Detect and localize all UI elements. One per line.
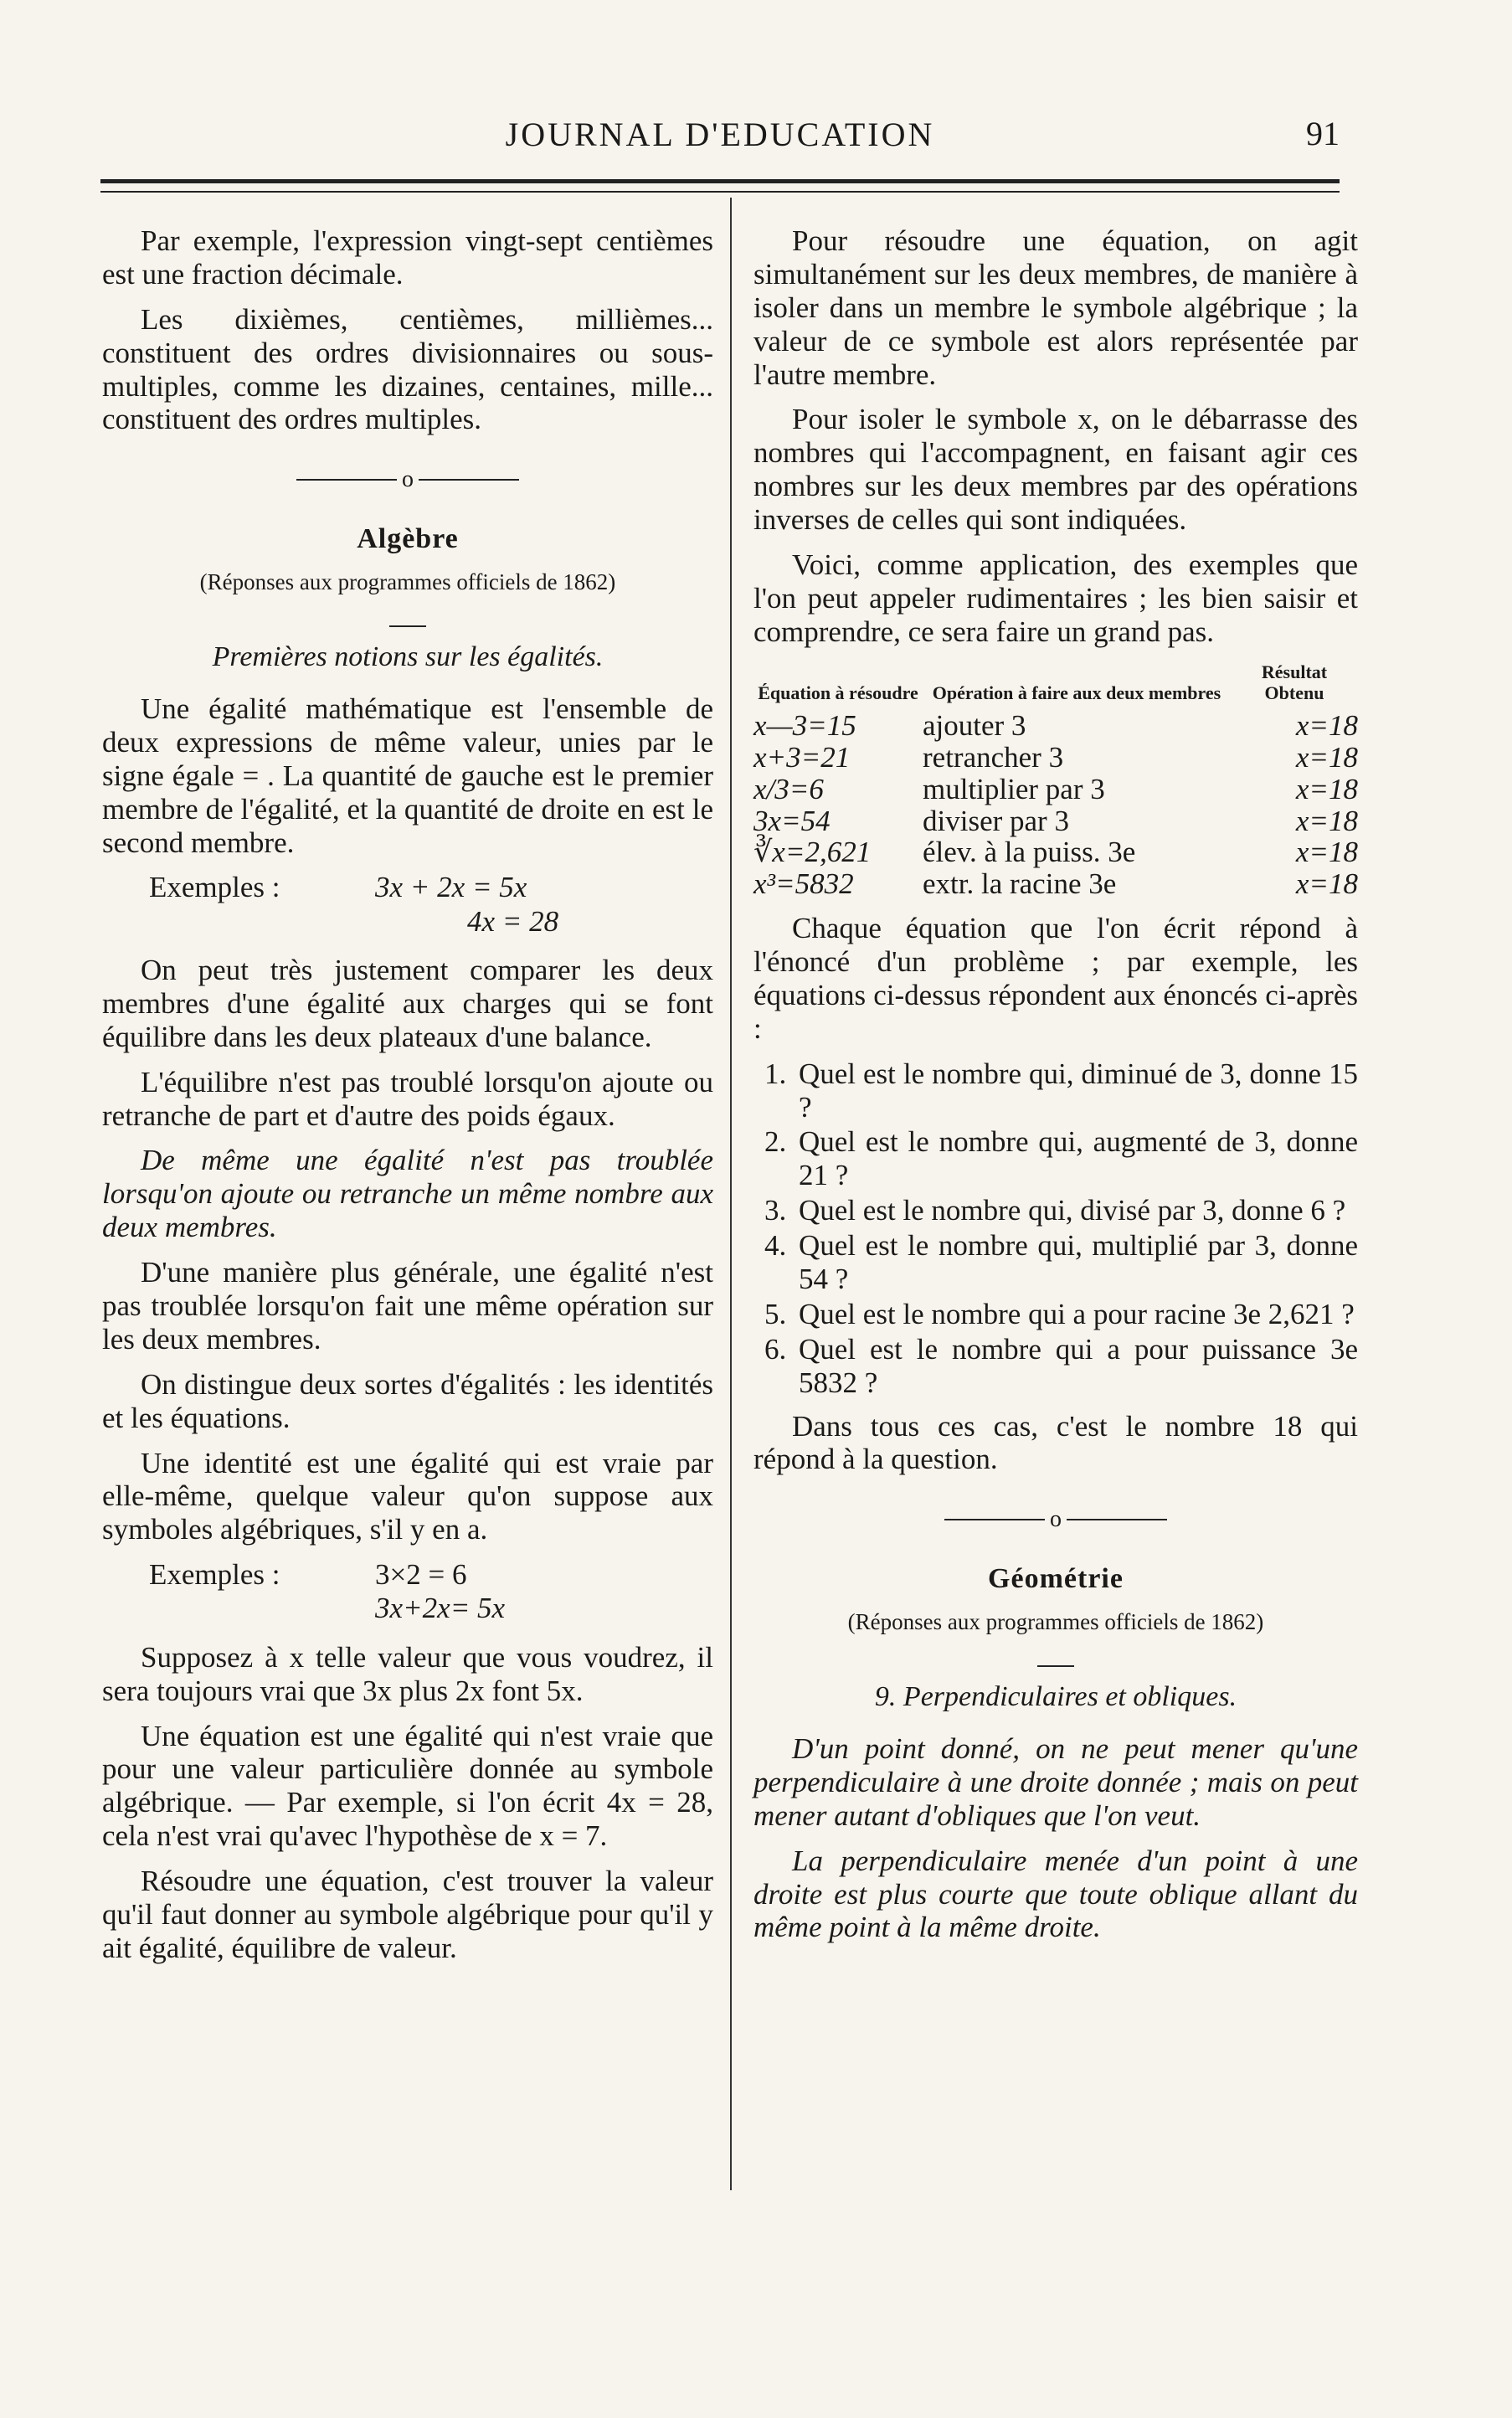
- list-item: 5. Quel est le nombre qui a pour racine 3e 2,621 ?: [794, 1298, 1358, 1331]
- paragraph: D'une manière plus générale, une égalité n'est pas troublée lorsqu'on fait une même opération sur les deux membres.: [102, 1256, 713, 1356]
- section-separator: [102, 465, 713, 493]
- table-cell: x/3=6: [753, 772, 824, 805]
- table-cell: multiplier par 3: [923, 772, 1105, 805]
- table-cell: x=18: [1295, 804, 1358, 837]
- subsection-title: Premières notions sur les égalités.: [212, 641, 604, 673]
- paragraph-italic: D'un point donné, on ne peut mener qu'une perpendiculaire à une droite donnée ; mais on peut mener autant d'obliques que l'on veut.: [753, 1732, 1358, 1832]
- section-title-algebre: Algèbre: [357, 522, 459, 554]
- list-item: 4. Quel est le nombre qui, multiplié par 3, donne 54 ?: [794, 1229, 1358, 1296]
- right-column: [753, 224, 1358, 1956]
- section-subtitle: (Réponses aux programmes officiels de 1862): [847, 1608, 1264, 1634]
- table-cell: diviser par 3: [923, 804, 1069, 837]
- paragraph: Une identité est une égalité qui est vraie par elle-même, quelque valeur qu'on suppose aux symboles algébriques, s'il y en a.: [102, 1446, 713, 1546]
- example-label: Exemples :: [149, 1558, 280, 1592]
- header-rule-thick: [100, 179, 1340, 183]
- short-rule: [753, 1641, 1358, 1675]
- paragraph: Voici, comme application, des exemples que l'on peut appeler rudimentaires ; les bien saisir et comprendre, ce sera faire un grand pas.: [753, 548, 1358, 648]
- paragraph-italic: De même une égalité n'est pas troublée lorsqu'on ajoute ou retranche un même nombre aux deux membres.: [102, 1144, 713, 1244]
- section-separator: [753, 1505, 1358, 1533]
- table-cell: x=18: [1295, 836, 1358, 869]
- section-title-geometrie: Géométrie: [988, 1562, 1124, 1594]
- paragraph: Pour résoudre une équation, on agit simultanément sur les deux membres, de manière à isoler dans un membre le symbole algébrique ; la valeur de ce symbole est alors représentée par l'autre membre.: [753, 224, 1358, 391]
- list-item: 2. Quel est le nombre qui, augmenté de 3, donne 21 ?: [794, 1125, 1358, 1192]
- example-label: Exemples :: [149, 871, 280, 904]
- table-cell: 3x=54: [753, 804, 831, 837]
- paragraph: Une équation est une égalité qui n'est vraie que pour une valeur particulière donnée au symbole algébrique. — Par exemple, si l'on écrit 4x = 28, cela n'est vrai qu'avec l'hypothèse de x = 7.: [102, 1719, 713, 1853]
- list-item: 3. Quel est le nombre qui, divisé par 3, donne 6 ?: [794, 1194, 1358, 1227]
- table-cell: ∛x=2,621: [753, 836, 872, 869]
- example-block: [149, 1558, 713, 1626]
- table-row: [753, 742, 1358, 774]
- table-cell: x+3=21: [753, 741, 851, 774]
- paragraph: Supposez à x telle valeur que vous voudrez, il sera toujours vrai que 3x plus 2x font 5x.: [102, 1640, 713, 1707]
- paragraph: Les dixièmes, centièmes, millièmes... constituent des ordres divisionnaires ou sous-multiples, comme les dizaines, centaines, mille... constituent des ordres multiples.: [102, 302, 713, 436]
- left-column: [102, 224, 713, 1977]
- paragraph: L'équilibre n'est pas troublé lorsqu'on ajoute ou retranche de part et d'autre des poids égaux.: [102, 1065, 713, 1132]
- table-header: Équation à résoudre: [758, 682, 918, 703]
- table-cell: élev. à la puiss. 3e: [923, 836, 1136, 869]
- column-divider: [730, 198, 732, 2190]
- paragraph: Dans tous ces cas, c'est le nombre 18 qui répond à la question.: [753, 1409, 1358, 1476]
- separator-mark: o: [402, 466, 414, 492]
- table-header: Opération à faire aux deux membres: [932, 682, 1221, 703]
- table-cell: x³=5832: [753, 867, 854, 901]
- paragraph: Chaque équation que l'on écrit répond à l'énoncé d'un problème ; par exemple, les équations ci-dessus répondent aux énoncés ci-après :: [753, 912, 1358, 1045]
- table-cell: x—3=15: [753, 709, 856, 743]
- subsection-title: 9. Perpendiculaires et obliques.: [874, 1681, 1237, 1713]
- example-block: [149, 871, 713, 939]
- equation: 3x + 2x = 5x: [375, 871, 527, 904]
- paragraph: On distingue deux sortes d'égalités : les identités et les équations.: [102, 1367, 713, 1434]
- paragraph: Résoudre une équation, c'est trouver la valeur qu'il faut donner au symbole algébrique pour qu'il y ait égalité, équilibre de valeur.: [102, 1865, 713, 1964]
- short-rule: [102, 601, 713, 635]
- table-cell: x=18: [1295, 772, 1358, 805]
- table-row: [753, 836, 1358, 868]
- separator-mark: o: [1050, 1505, 1062, 1532]
- page-number: 91: [1306, 115, 1340, 152]
- paragraph: Une égalité mathématique est l'ensemble de deux expressions de même valeur, unies par le signe égale = . La quantité de gauche est le premier membre de l'égalité, et la quantité de droite en est le second membre.: [102, 692, 713, 859]
- table-cell: x=18: [1295, 741, 1358, 774]
- table-cell: x=18: [1295, 867, 1358, 901]
- table-header: Résultat Obtenu: [1261, 661, 1328, 703]
- table-row: [753, 868, 1358, 900]
- journal-title: JOURNAL D'EDUCATION: [505, 115, 935, 153]
- paragraph: Par exemple, l'expression vingt-sept centièmes est une fraction décimale.: [102, 224, 713, 291]
- equation: 3x+2x= 5x: [375, 1592, 506, 1625]
- equation-table: [753, 661, 1358, 900]
- list-item: 1. Quel est le nombre qui, diminué de 3, donne 15 ?: [794, 1057, 1358, 1124]
- list-item: 6. Quel est le nombre qui a pour puissance 3e 5832 ?: [794, 1333, 1358, 1400]
- table-cell: retrancher 3: [923, 741, 1064, 774]
- table-cell: extr. la racine 3e: [923, 867, 1117, 901]
- table-row: [753, 805, 1358, 837]
- page-header: [100, 109, 1340, 159]
- question-list: [753, 1057, 1358, 1400]
- table-cell: x=18: [1295, 709, 1358, 743]
- paragraph-italic: La perpendiculaire menée d'un point à une droite est plus courte que toute oblique allant du même point à la même droite.: [753, 1844, 1358, 1944]
- header-rule-thin: [100, 191, 1340, 193]
- table-row: [753, 710, 1358, 742]
- table-cell: ajouter 3: [923, 709, 1026, 743]
- table-row: [753, 774, 1358, 805]
- equation: 4x = 28: [467, 904, 559, 938]
- section-subtitle: (Réponses aux programmes officiels de 1862): [199, 568, 616, 594]
- paragraph: On peut très justement comparer les deux membres d'une égalité aux charges qui se font équilibre dans les deux plateaux d'une balance.: [102, 953, 713, 1053]
- equation: 3×2 = 6: [375, 1558, 467, 1592]
- paragraph: Pour isoler le symbole x, on le débarrasse des nombres qui l'accompagnent, en faisant agir ces nombres sur les deux membres par des opérations inverses de celles qui sont indiquées.: [753, 403, 1358, 537]
